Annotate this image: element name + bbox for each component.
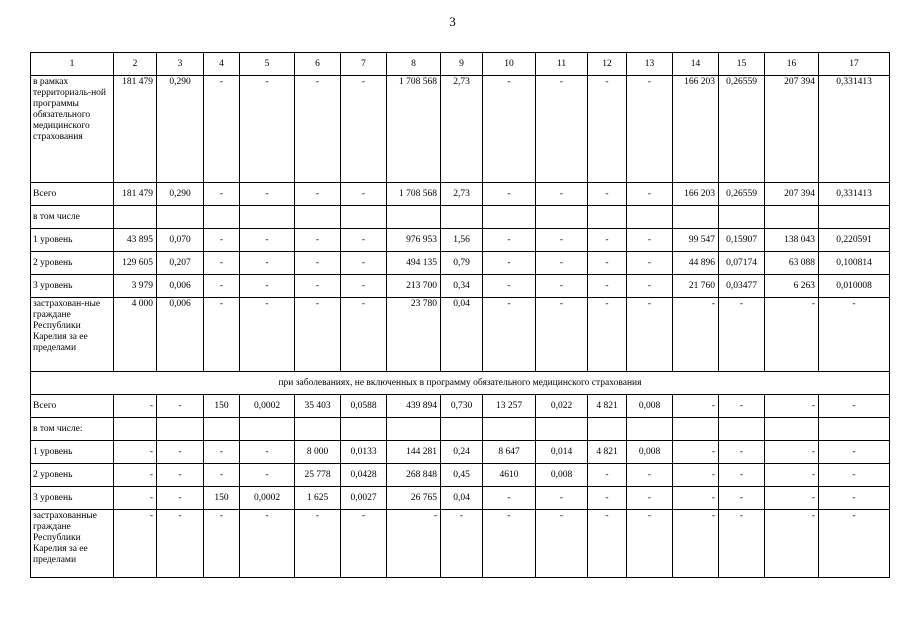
column-header: 9 (441, 53, 483, 76)
table-cell (627, 418, 673, 441)
table-cell: 207 394 (765, 183, 819, 206)
table-cell: 3 979 (114, 275, 157, 298)
table-cell: 0,207 (157, 252, 204, 275)
table-cell: 0,0002 (240, 395, 295, 418)
table-cell: 44 896 (673, 252, 719, 275)
table-cell: - (114, 510, 157, 578)
table-cell: - (588, 298, 627, 372)
table-cell: 35 403 (295, 395, 341, 418)
table-cell: - (627, 252, 673, 275)
table-cell: 0,0002 (240, 487, 295, 510)
table-cell (240, 206, 295, 229)
table-cell: - (719, 464, 765, 487)
table-cell: - (204, 464, 240, 487)
table-cell: - (204, 183, 240, 206)
table-cell: - (483, 510, 536, 578)
table-cell: - (588, 183, 627, 206)
table-cell: - (673, 464, 719, 487)
table-cell: - (765, 487, 819, 510)
table-cell: 26 765 (387, 487, 441, 510)
table-cell: - (819, 510, 890, 578)
table-cell: - (387, 510, 441, 578)
table-cell: 0,24 (441, 441, 483, 464)
table-cell: - (673, 487, 719, 510)
table-cell (627, 206, 673, 229)
table-cell: - (673, 441, 719, 464)
table-cell: 25 778 (295, 464, 341, 487)
table-cell: 207 394 (765, 76, 819, 183)
table-cell (588, 418, 627, 441)
column-header: 15 (719, 53, 765, 76)
table-cell: 23 780 (387, 298, 441, 372)
table-cell: - (341, 275, 387, 298)
table-cell: 1 625 (295, 487, 341, 510)
table-cell (204, 206, 240, 229)
table-cell: 1 708 568 (387, 183, 441, 206)
table-cell: - (673, 395, 719, 418)
table-cell: 4 821 (588, 441, 627, 464)
table-cell: - (295, 298, 341, 372)
table-cell: - (295, 275, 341, 298)
column-header: 7 (341, 53, 387, 76)
row-label: 3 уровень (31, 487, 114, 510)
table-cell: - (240, 510, 295, 578)
table-cell: - (240, 275, 295, 298)
table-cell: 0,04 (441, 298, 483, 372)
table-cell: 6 263 (765, 275, 819, 298)
table-cell: 0,022 (536, 395, 588, 418)
row-label: в том числе: (31, 418, 114, 441)
table-cell: 99 547 (673, 229, 719, 252)
table-cell: - (719, 487, 765, 510)
table-cell: - (157, 510, 204, 578)
table-cell: 0,730 (441, 395, 483, 418)
table-row (31, 510, 890, 578)
column-header: 17 (819, 53, 890, 76)
table-cell: - (204, 229, 240, 252)
table-cell: - (204, 252, 240, 275)
table-cell: - (204, 298, 240, 372)
column-header: 10 (483, 53, 536, 76)
table-cell: - (295, 252, 341, 275)
table-cell: - (240, 464, 295, 487)
table-cell: - (627, 487, 673, 510)
table-cell (387, 206, 441, 229)
table-cell: - (627, 510, 673, 578)
table-cell (341, 418, 387, 441)
table-cell: - (483, 487, 536, 510)
table-cell: - (441, 510, 483, 578)
table-cell: 0,26559 (719, 183, 765, 206)
table-cell: 0,014 (536, 441, 588, 464)
table-cell: 150 (204, 487, 240, 510)
table-cell (341, 206, 387, 229)
column-header: 4 (204, 53, 240, 76)
table-cell: - (483, 229, 536, 252)
row-label: Всего (31, 395, 114, 418)
table-cell: - (673, 298, 719, 372)
table-cell: 0,006 (157, 275, 204, 298)
table-cell: - (627, 464, 673, 487)
table-cell: 0,331413 (819, 76, 890, 183)
table-cell: - (819, 487, 890, 510)
column-header: 16 (765, 53, 819, 76)
table-cell: - (157, 395, 204, 418)
table-cell (819, 206, 890, 229)
table-cell: 2,73 (441, 183, 483, 206)
table-cell: - (204, 275, 240, 298)
table-cell: 13 257 (483, 395, 536, 418)
table-cell: - (536, 298, 588, 372)
table-cell: - (627, 229, 673, 252)
table-cell: 0,34 (441, 275, 483, 298)
table-cell: - (341, 76, 387, 183)
table-cell: - (341, 252, 387, 275)
table-cell (536, 206, 588, 229)
table-cell: 1,56 (441, 229, 483, 252)
table-cell: 268 848 (387, 464, 441, 487)
table-cell: 21 760 (673, 275, 719, 298)
column-header: 8 (387, 53, 441, 76)
table-cell: - (765, 464, 819, 487)
page-number: 3 (449, 14, 456, 29)
table-cell (483, 418, 536, 441)
table-cell: 0,070 (157, 229, 204, 252)
table-cell: 43 895 (114, 229, 157, 252)
row-label: 2 уровень (31, 252, 114, 275)
column-header: 1 (31, 53, 114, 76)
table-cell: - (627, 298, 673, 372)
table-cell: 129 605 (114, 252, 157, 275)
table-cell: - (819, 298, 890, 372)
table-cell: - (719, 441, 765, 464)
table-cell: - (588, 76, 627, 183)
table-cell: 2,73 (441, 76, 483, 183)
table-cell (536, 418, 588, 441)
table-cell: 0,03477 (719, 275, 765, 298)
column-header: 11 (536, 53, 588, 76)
row-label: Всего (31, 183, 114, 206)
table-cell: - (114, 395, 157, 418)
table-cell: - (240, 229, 295, 252)
table-cell: - (819, 464, 890, 487)
table-row (31, 183, 890, 206)
table-cell (483, 206, 536, 229)
table-cell: - (204, 76, 240, 183)
table-cell: - (341, 183, 387, 206)
table-cell: 8 647 (483, 441, 536, 464)
row-label: в рамках территориаль-ной программы обязательного медицинского страхования (31, 76, 114, 183)
table-row (31, 252, 890, 275)
table-cell: - (536, 252, 588, 275)
column-header: 13 (627, 53, 673, 76)
table-cell: - (765, 298, 819, 372)
table-cell: - (204, 510, 240, 578)
table-cell: - (295, 229, 341, 252)
table-cell: 181 479 (114, 183, 157, 206)
table-row (31, 441, 890, 464)
table-cell: - (483, 298, 536, 372)
section-title: при заболеваниях, не включенных в программу обязательного медицинского страхования (31, 372, 890, 395)
table-cell: - (536, 229, 588, 252)
table-cell (588, 206, 627, 229)
table-cell: 8 000 (295, 441, 341, 464)
table-cell: - (483, 252, 536, 275)
row-label: застрахован-ные граждане Республики Карелия за ее пределами (31, 298, 114, 372)
table-cell: 439 894 (387, 395, 441, 418)
table-cell: 0,07174 (719, 252, 765, 275)
column-header: 3 (157, 53, 204, 76)
table-cell: - (114, 464, 157, 487)
table-cell (240, 418, 295, 441)
table-cell: - (295, 510, 341, 578)
row-label: в том числе (31, 206, 114, 229)
table-cell: - (240, 252, 295, 275)
row-label: 2 уровень (31, 464, 114, 487)
table-cell: 0,04 (441, 487, 483, 510)
column-header: 14 (673, 53, 719, 76)
table-cell: - (588, 229, 627, 252)
table-cell (441, 206, 483, 229)
table-cell (819, 418, 890, 441)
table-cell: 0,100814 (819, 252, 890, 275)
table-cell: - (240, 183, 295, 206)
table-cell: 4610 (483, 464, 536, 487)
table-row (31, 487, 890, 510)
table-row (31, 76, 890, 183)
table-cell: - (588, 464, 627, 487)
table-cell: - (673, 510, 719, 578)
table-cell: 0,0027 (341, 487, 387, 510)
table-cell: 213 700 (387, 275, 441, 298)
section-row (31, 372, 890, 395)
row-label: 1 уровень (31, 229, 114, 252)
table-cell: - (157, 487, 204, 510)
table-cell: 0,010008 (819, 275, 890, 298)
table-cell: 63 088 (765, 252, 819, 275)
table-cell (765, 206, 819, 229)
table-cell: 0,290 (157, 76, 204, 183)
table-cell (295, 418, 341, 441)
table-cell: - (157, 464, 204, 487)
table-cell: 0,006 (157, 298, 204, 372)
header-row (31, 53, 890, 76)
table-cell: 166 203 (673, 183, 719, 206)
table-cell (387, 418, 441, 441)
table-cell (295, 206, 341, 229)
table-cell: - (536, 487, 588, 510)
table-cell: - (341, 510, 387, 578)
table-cell: 138 043 (765, 229, 819, 252)
table-cell: 0,331413 (819, 183, 890, 206)
table-cell: - (240, 76, 295, 183)
table-cell: - (536, 510, 588, 578)
table-cell: 0,0133 (341, 441, 387, 464)
table-cell: - (157, 441, 204, 464)
table-cell: 1 708 568 (387, 76, 441, 183)
table-cell: - (483, 183, 536, 206)
table-cell: 0,45 (441, 464, 483, 487)
table-row (31, 275, 890, 298)
table-cell: - (240, 441, 295, 464)
table-cell (673, 418, 719, 441)
table-cell: - (204, 441, 240, 464)
table-cell: 494 135 (387, 252, 441, 275)
table-cell: - (483, 275, 536, 298)
table-cell: - (295, 76, 341, 183)
table-cell: 0,79 (441, 252, 483, 275)
table-cell (157, 206, 204, 229)
table-cell: - (819, 395, 890, 418)
table-cell: - (240, 298, 295, 372)
column-header: 5 (240, 53, 295, 76)
table-row (31, 395, 890, 418)
table-cell (719, 418, 765, 441)
row-label: 1 уровень (31, 441, 114, 464)
table-cell: 144 281 (387, 441, 441, 464)
table-cell: - (765, 441, 819, 464)
table-cell: - (819, 441, 890, 464)
table-row (31, 206, 890, 229)
table-cell (441, 418, 483, 441)
table-row (31, 418, 890, 441)
table-row (31, 464, 890, 487)
table-cell: - (536, 76, 588, 183)
table-cell: 0,008 (627, 441, 673, 464)
table-cell: - (627, 275, 673, 298)
table-cell: 0,0428 (341, 464, 387, 487)
table-cell: 166 203 (673, 76, 719, 183)
table-cell (204, 418, 240, 441)
table-cell: - (341, 298, 387, 372)
table-row (31, 298, 890, 372)
table-cell (114, 418, 157, 441)
table-cell: - (588, 487, 627, 510)
column-header: 6 (295, 53, 341, 76)
table-cell: - (765, 395, 819, 418)
table-cell: - (627, 183, 673, 206)
data-table (30, 52, 890, 578)
table-cell: 0,15907 (719, 229, 765, 252)
table-cell: - (588, 252, 627, 275)
table-cell (157, 418, 204, 441)
table-cell: - (588, 510, 627, 578)
table-cell: - (536, 183, 588, 206)
table-cell (673, 206, 719, 229)
table-cell: - (719, 298, 765, 372)
table-cell: - (114, 441, 157, 464)
table-cell: 0,220591 (819, 229, 890, 252)
table-cell: 0,290 (157, 183, 204, 206)
table-cell: - (588, 275, 627, 298)
table-cell: - (341, 229, 387, 252)
table-row (31, 229, 890, 252)
row-label: застрахованные граждане Республики Карелия за ее пределами (31, 510, 114, 578)
column-header: 2 (114, 53, 157, 76)
table-cell: - (627, 76, 673, 183)
table-cell: - (114, 487, 157, 510)
table-cell: 976 953 (387, 229, 441, 252)
table-cell: 0,008 (627, 395, 673, 418)
table-cell: 4 000 (114, 298, 157, 372)
table-cell: - (483, 76, 536, 183)
table-cell (719, 206, 765, 229)
table-cell: 4 821 (588, 395, 627, 418)
table-cell (114, 206, 157, 229)
table-cell: 0,0588 (341, 395, 387, 418)
row-label: 3 уровень (31, 275, 114, 298)
table-cell: 0,008 (536, 464, 588, 487)
column-header: 12 (588, 53, 627, 76)
table-cell: - (765, 510, 819, 578)
table-cell: 150 (204, 395, 240, 418)
table-cell: 181 479 (114, 76, 157, 183)
table-cell: - (536, 275, 588, 298)
table-cell: - (719, 395, 765, 418)
table-cell: 0,26559 (719, 76, 765, 183)
table-cell (765, 418, 819, 441)
table-cell: - (719, 510, 765, 578)
table-cell: - (295, 183, 341, 206)
